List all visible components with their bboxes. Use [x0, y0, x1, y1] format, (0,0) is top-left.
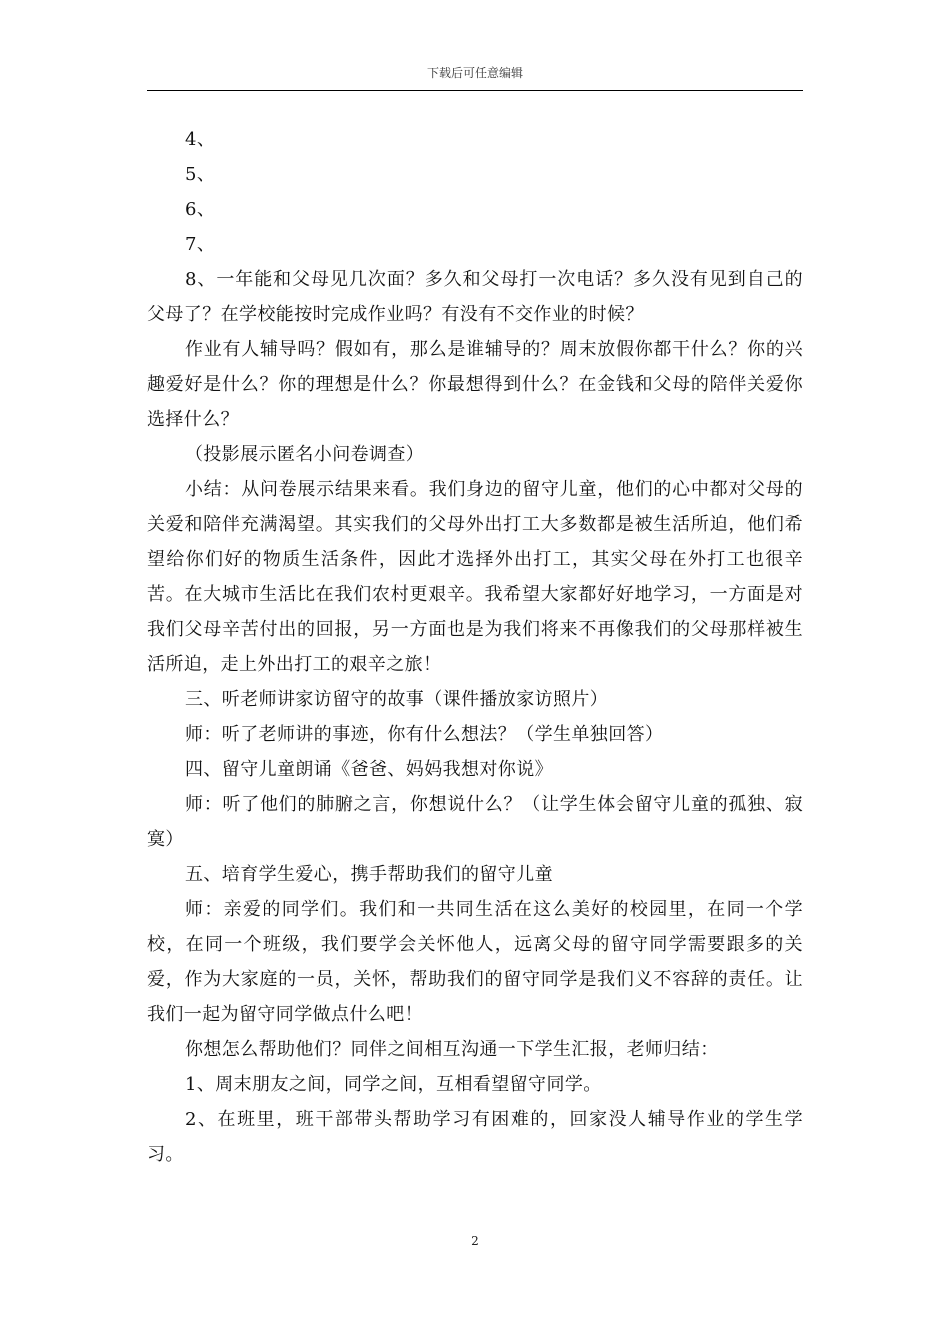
- questions-continued: 作业有人辅导吗？假如有，那么是谁辅导的？周末放假你都干什么？你的兴趣爱好是什么？你的理想是什么？你最想得到什么？在金钱和父母的陪伴关爱你选择什么？: [147, 339, 803, 430]
- section-three-heading: 三、听老师讲家访留守的故事（课件播放家访照片）: [185, 689, 609, 710]
- list-item-2: 2、在班里，班干部带头帮助学习有困难的，回家没人辅导作业的学生学习。: [147, 1109, 803, 1165]
- list-item-1: 1、周末朋友之间，同学之间，互相看望留守同学。: [185, 1074, 602, 1095]
- survey-note: （投影展示匿名小问卷调查）: [185, 444, 425, 465]
- item-6: 6、: [185, 199, 216, 220]
- item-5: 5、: [185, 164, 216, 185]
- teacher-speech: 师：亲爱的同学们。我们和一共同生活在这么美好的校园里，在同一个学校，在同一个班级，我们要学会关怀他人，远离父母的留守同学需要跟多的关爱，作为大家庭的一员，关怀，帮助我们的留守同学是我们义不容辞的责任。让我们一起为留守同学做点什么吧！: [147, 899, 803, 1025]
- item-8-questions: 8、一年能和父母见几次面？多久和父母打一次电话？多久没有见到自己的父母了？在学校能按时完成作业吗？有没有不交作业的时候？: [147, 269, 803, 325]
- section-four-heading: 四、留守儿童朗诵《爸爸、妈妈我想对你说》: [185, 759, 553, 780]
- teacher-question-1: 师：听了老师讲的事迹，你有什么想法？（学生单独回答）: [185, 724, 664, 745]
- page-number: 2: [471, 1234, 479, 1248]
- discussion-prompt: 你想怎么帮助他们？同伴之间相互沟通一下学生汇报，老师归结：: [185, 1039, 719, 1060]
- document-body: [147, 122, 803, 1172]
- item-7: 7、: [185, 234, 216, 255]
- header-divider: [147, 90, 803, 91]
- item-4: 4、: [185, 129, 216, 150]
- section-five-heading: 五、培育学生爱心，携手帮助我们的留守儿童: [185, 864, 553, 885]
- teacher-question-2: 师：听了他们的肺腑之言，你想说什么？（让学生体会留守儿童的孤独、寂寞）: [147, 794, 803, 850]
- page-header: 下载后可任意编辑: [426, 66, 523, 80]
- summary-paragraph: 小结：从问卷展示结果来看。我们身边的留守儿童，他们的心中都对父母的关爱和陪伴充满渴望。其实我们的父母外出打工大多数都是被生活所迫，他们希望给你们好的物质生活条件，因此才选择外出打工，其实父母在外打工也很辛苦。在大城市生活比在我们农村更艰辛。我希望大家都好好地学习，一方面是对我们父母辛苦付出的回报，另一方面也是为我们将来不再像我们的父母那样被生活所迫，走上外出打工的艰辛之旅！: [147, 479, 803, 675]
